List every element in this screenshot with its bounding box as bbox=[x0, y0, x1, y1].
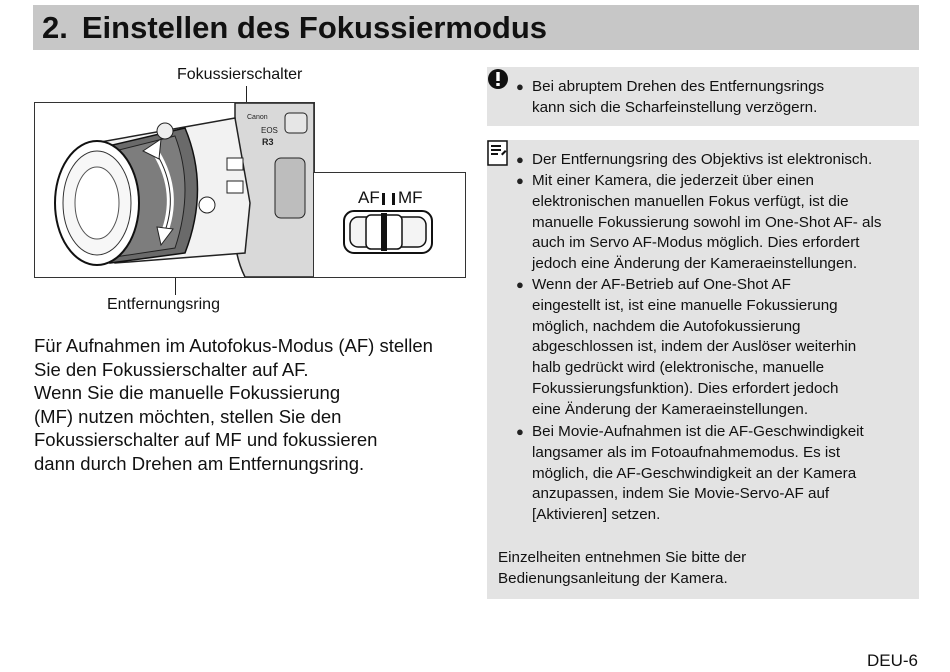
page-number: DEU-6 bbox=[866, 651, 918, 670]
note-line: eine Änderung der Kameraeinstellungen. bbox=[532, 400, 809, 418]
note-line: elektronischen manuellen Fokus verfügt, ist die bbox=[532, 192, 849, 210]
note-line: abgeschlossen ist, indem der Auslöser weiterhin bbox=[532, 338, 857, 356]
note-line: Bei Movie-Aufnahmen ist die AF-Geschwindigkeit bbox=[532, 423, 864, 440]
section-title-bar bbox=[33, 5, 919, 50]
note-line: Wenn der AF-Betrieb auf One-Shot AF bbox=[532, 276, 791, 293]
camera-lens-illustration bbox=[34, 102, 315, 278]
caution-line: Bei abruptem Drehen des Entfernungsrings bbox=[532, 78, 825, 95]
section-title: Einstellen des Fokussiermodus bbox=[81, 9, 547, 45]
instruction-line: dann durch Drehen am Entfernungsring. bbox=[34, 452, 365, 474]
note-bullet bbox=[516, 171, 881, 275]
bullet-dot-icon: ● bbox=[516, 424, 524, 439]
note-line: Mit einer Kamera, die jederzeit über einen bbox=[532, 172, 814, 189]
note-line: Fokussierungsfunktion). Dies erfordert jedoch bbox=[532, 379, 839, 397]
switch-af-label: AF bbox=[358, 188, 380, 207]
note-bullet bbox=[516, 275, 856, 421]
note-line: langsamer als im Fotoaufnahmemodus. Es ist bbox=[532, 443, 841, 461]
instruction-line: Fokussierschalter auf MF und fokussieren bbox=[34, 429, 378, 451]
instruction-text bbox=[34, 334, 474, 476]
note-line: jedoch eine Änderung der Kameraeinstellungen. bbox=[532, 255, 858, 273]
note-footer-line: Einzelheiten entnehmen Sie bitte der bbox=[498, 549, 747, 566]
caution-line: kann sich die Scharfeinstellung verzögern. bbox=[532, 98, 818, 116]
note-line: manuelle Fokussierung sowohl im One-Shot AF- als bbox=[532, 213, 882, 231]
caution-bullet bbox=[516, 77, 824, 119]
instruction-line: Wenn Sie die manuelle Fokussierung bbox=[34, 382, 341, 404]
svg-text:EOS: EOS bbox=[261, 126, 278, 135]
svg-text:R3: R3 bbox=[262, 137, 274, 147]
bullet-dot-icon: ● bbox=[516, 152, 524, 167]
note-bullet bbox=[516, 422, 864, 526]
bullet-dot-icon: ● bbox=[516, 173, 524, 188]
bullet-dot-icon: ● bbox=[516, 79, 524, 94]
note-line: Der Entfernungsring des Objektivs ist elektronisch. bbox=[532, 151, 873, 168]
note-line: [Aktivieren] setzen. bbox=[532, 506, 661, 524]
note-line: eingestellt ist, ist eine manuelle Fokussierung bbox=[532, 296, 838, 314]
label-focus-switch: Fokussierschalter bbox=[177, 66, 303, 83]
memo-icon bbox=[487, 140, 509, 166]
svg-text:Canon: Canon bbox=[247, 114, 268, 121]
instruction-line: Für Aufnahmen im Autofokus-Modus (AF) stellen bbox=[34, 335, 433, 356]
note-line: auch im Servo AF-Modus möglich. Dies erfordert bbox=[532, 234, 860, 252]
note-line: möglich, die AF-Geschwindigkeit an der Kamera bbox=[532, 464, 857, 482]
note-line: halb gedrückt wird (elektronische, manuelle bbox=[532, 359, 825, 377]
note-line: möglich, nachdem die Autofokussierung bbox=[532, 317, 801, 335]
section-number: 2. bbox=[42, 9, 68, 45]
instruction-line: (MF) nutzen möchten, stellen Sie den bbox=[34, 405, 342, 427]
label-focus-ring: Entfernungsring bbox=[107, 296, 220, 313]
note-line: anzupassen, indem Sie Movie-Servo-AF auf bbox=[532, 485, 830, 503]
note-footer-line: Bedienungsanleitung der Kamera. bbox=[498, 570, 728, 587]
instruction-line: Sie den Fokussierschalter auf AF. bbox=[34, 358, 309, 380]
focus-switch-closeup bbox=[313, 172, 466, 278]
switch-mf-label: MF bbox=[398, 188, 423, 207]
bullet-dot-icon: ● bbox=[516, 277, 524, 292]
note-footer bbox=[498, 547, 746, 589]
note-bullet bbox=[516, 150, 872, 171]
caution-icon bbox=[487, 68, 509, 90]
